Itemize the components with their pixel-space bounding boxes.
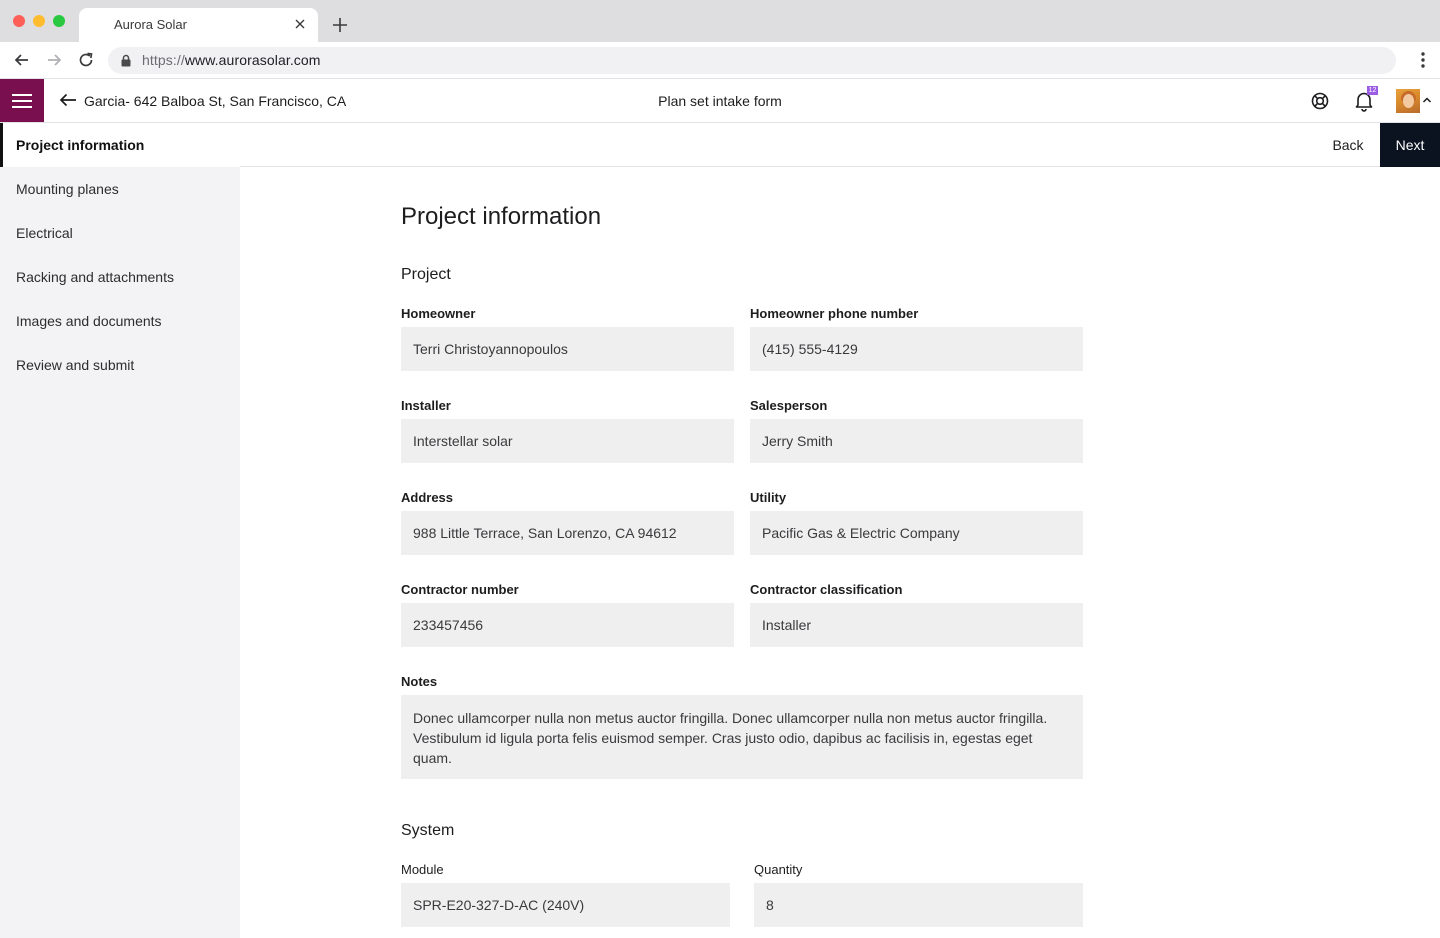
address-field[interactable]: 988 Little Terrace, San Lorenzo, CA 94612 — [401, 511, 734, 555]
lock-icon — [120, 54, 132, 67]
new-tab-icon[interactable] — [331, 16, 349, 34]
installer-field[interactable]: Interstellar solar — [401, 419, 734, 463]
avatar[interactable] — [1396, 89, 1420, 113]
tab-title: Aurora Solar — [114, 17, 187, 32]
sidebar-item-images-and-documents[interactable]: Images and documents — [16, 313, 162, 329]
contractor-classification-field[interactable]: Installer — [750, 603, 1083, 647]
sidebar-item-review-and-submit[interactable]: Review and submit — [16, 357, 135, 373]
forward-icon[interactable] — [45, 51, 63, 69]
reload-icon[interactable] — [77, 51, 95, 69]
close-window-button[interactable] — [13, 15, 25, 27]
back-icon[interactable] — [13, 51, 31, 69]
back-arrow-icon[interactable] — [59, 92, 77, 108]
url-text: https://www.aurorasolar.com — [142, 52, 321, 68]
notes-textarea[interactable]: Donec ullamcorper nulla non metus auctor fringilla. Donec ullamcorper nulla non metus auctor fringilla. Vestibulum id ligula porta felis euismod semper. Cras justo odio, dapibus ac facilisis in, egestas eget quam. — [401, 695, 1083, 779]
browser-menu-icon[interactable] — [1420, 51, 1426, 69]
salesperson-field[interactable]: Jerry Smith — [750, 419, 1083, 463]
browser-tab-bar — [0, 0, 1440, 42]
address-label: Address — [401, 490, 454, 505]
sidebar — [0, 123, 240, 938]
contractor-number-field[interactable]: 233457456 — [401, 603, 734, 647]
notes-label: Notes — [401, 674, 438, 689]
quantity-label: Quantity — [754, 862, 803, 877]
hamburger-menu-button[interactable] — [0, 79, 44, 122]
project-section-heading: Project — [401, 266, 451, 283]
sidebar-item-mounting-planes[interactable]: Mounting planes — [16, 181, 119, 197]
system-section-heading: System — [401, 822, 455, 839]
close-tab-icon[interactable] — [292, 16, 308, 32]
url-input[interactable] — [108, 47, 1396, 74]
browser-tab[interactable] — [79, 8, 318, 42]
salesperson-label: Salesperson — [750, 398, 828, 413]
project-title: Garcia- 642 Balboa St, San Francisco, CA — [84, 93, 347, 109]
hamburger-icon — [12, 94, 32, 96]
chevron-up-icon[interactable] — [1422, 96, 1432, 104]
app-header — [0, 79, 1440, 123]
sidebar-item-racking-and-attachments[interactable]: Racking and attachments — [16, 269, 174, 285]
page-title: Plan set intake form — [658, 93, 782, 109]
utility-field[interactable]: Pacific Gas & Electric Company — [750, 511, 1083, 555]
installer-label: Installer — [401, 398, 451, 413]
module-field[interactable]: SPR-E20-327-D-AC (240V) — [401, 883, 730, 927]
quantity-field[interactable]: 8 — [754, 883, 1083, 927]
utility-label: Utility — [750, 490, 787, 505]
address-bar — [0, 42, 1440, 79]
maximize-window-button[interactable] — [53, 15, 65, 27]
action-bar — [240, 123, 1440, 167]
back-button[interactable]: Back — [1318, 123, 1378, 167]
homeowner-label: Homeowner — [401, 306, 476, 321]
next-button[interactable]: Next — [1380, 123, 1440, 167]
help-lifebuoy-icon[interactable] — [1310, 91, 1330, 111]
contractor-number-label: Contractor number — [401, 582, 519, 597]
sidebar-item-project-information[interactable]: Project information — [0, 123, 240, 167]
homeowner-phone-field[interactable]: (415) 555-4129 — [750, 327, 1083, 371]
minimize-window-button[interactable] — [33, 15, 45, 27]
module-label: Module — [401, 862, 444, 877]
notification-badge: 12 — [1368, 87, 1377, 94]
homeowner-field[interactable]: Terri Christoyannopoulos — [401, 327, 734, 371]
homeowner-phone-label: Homeowner phone number — [750, 306, 919, 321]
contractor-classification-label: Contractor classification — [750, 582, 903, 597]
form-title: Project information — [401, 203, 602, 230]
sidebar-item-electrical[interactable]: Electrical — [16, 225, 73, 241]
